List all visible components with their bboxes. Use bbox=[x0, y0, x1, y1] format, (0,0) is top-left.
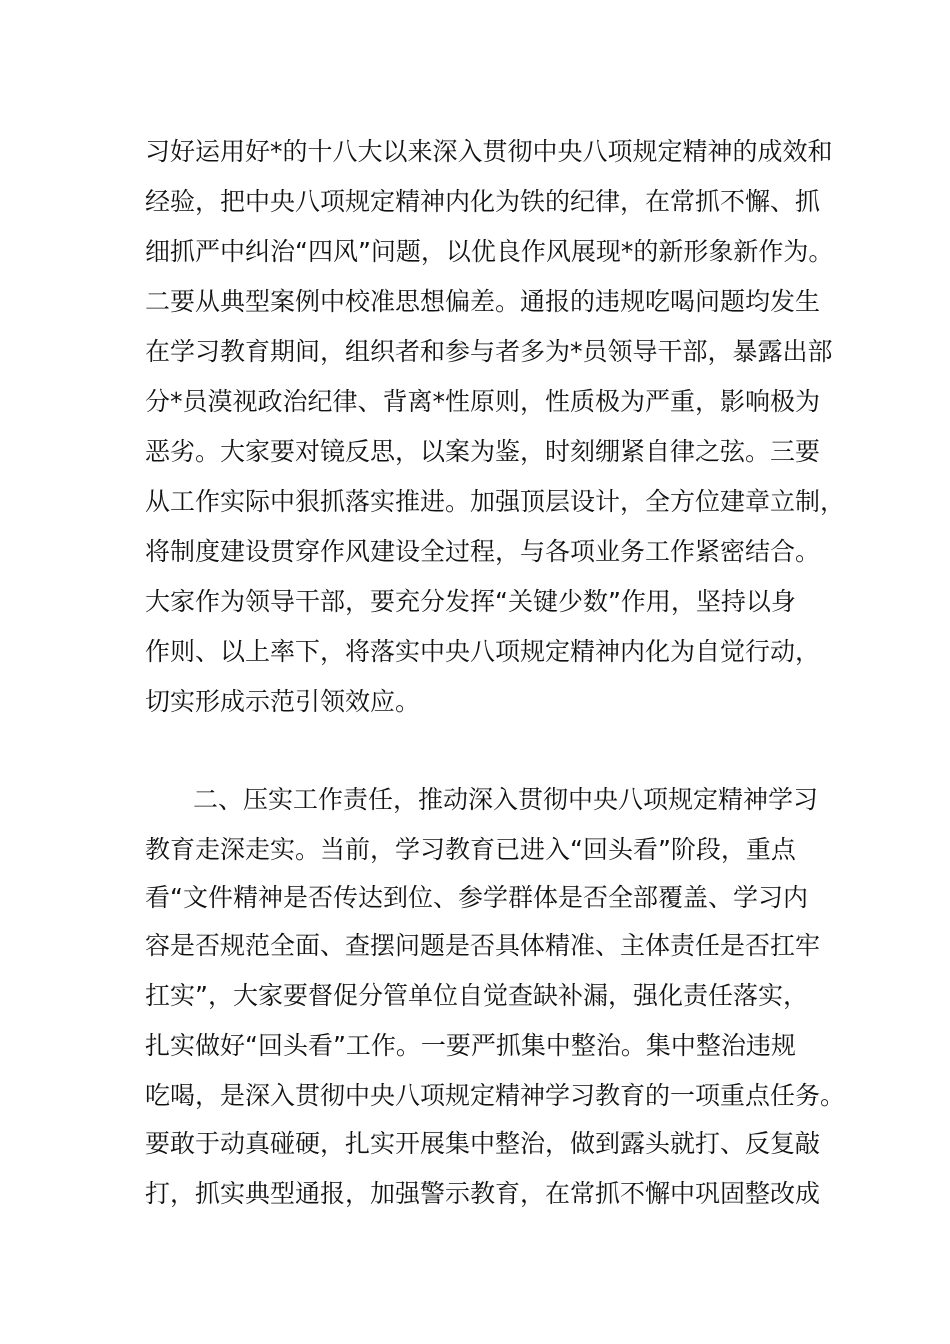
paragraph-2-line-6: 扎实做好“回头看”工作。一要严抓集中整治。集中整治违规 bbox=[145, 1031, 796, 1060]
paragraph-2-line-3: 看“文件精神是否传达到位、参学群体是否全部覆盖、学习内 bbox=[145, 883, 808, 912]
paragraph-1-line-4: 二要从典型案例中校准思想偏差。通报的违规吃喝问题均发生 bbox=[145, 287, 821, 316]
paragraph-1-line-10: 大家作为领导干部，要充分发挥“关键少数”作用，坚持以身 bbox=[145, 587, 796, 616]
paragraph-2-line-7: 吃喝，是深入贯彻中央八项规定精神学习教育的一项重点任务。 bbox=[145, 1081, 846, 1110]
paragraph-1-line-8: 从工作实际中狠抓落实推进。加强顶层设计，全方位建章立制， bbox=[145, 487, 846, 516]
paragraph-1-line-3: 细抓严中纠治“四风”问题，以优良作风展现*的新形象新作为。 bbox=[145, 237, 834, 266]
paragraph-1-line-6: 分*员漠视政治纪律、背离*性原则，性质极为严重，影响极为 bbox=[145, 387, 821, 416]
paragraph-2-line-8: 要敢于动真碰硬，扎实开展集中整治，做到露头就打、反复敲 bbox=[145, 1129, 821, 1158]
paragraph-1-line-5: 在学习教育期间，组织者和参与者多为*员领导干部，暴露出部 bbox=[145, 337, 833, 366]
paragraph-2-line-2: 教育走深走实。当前，学习教育已进入“回头看”阶段，重点 bbox=[145, 835, 796, 864]
paragraph-2-line-1: 二、压实工作责任，推动深入贯彻中央八项规定精神学习 bbox=[193, 785, 819, 814]
paragraph-1-line-12: 切实形成示范引领效应。 bbox=[145, 687, 421, 716]
paragraph-1-line-1: 习好运用好*的十八大以来深入贯彻中央八项规定精神的成效和 bbox=[145, 137, 833, 166]
paragraph-2-line-5: 扛实”，大家要督促分管单位自觉查缺补漏，强化责任落实， bbox=[145, 981, 808, 1010]
paragraph-2-line-4: 容是否规范全面、查摆问题是否具体精准、主体责任是否扛牢 bbox=[145, 931, 821, 960]
paragraph-1-line-9: 将制度建设贯穿作风建设全过程，与各项业务工作紧密结合。 bbox=[145, 537, 821, 566]
paragraph-1-line-2: 经验，把中央八项规定精神内化为铁的纪律，在常抓不懈、抓 bbox=[145, 187, 821, 216]
paragraph-2-line-9: 打，抓实典型通报，加强警示教育，在常抓不懈中巩固整改成 bbox=[145, 1179, 821, 1208]
paragraph-1-line-7: 恶劣。大家要对镜反思，以案为鉴，时刻绷紧自律之弦。三要 bbox=[145, 437, 821, 466]
paragraph-1-line-11: 作则、以上率下，将落实中央八项规定精神内化为自觉行动， bbox=[145, 637, 821, 666]
